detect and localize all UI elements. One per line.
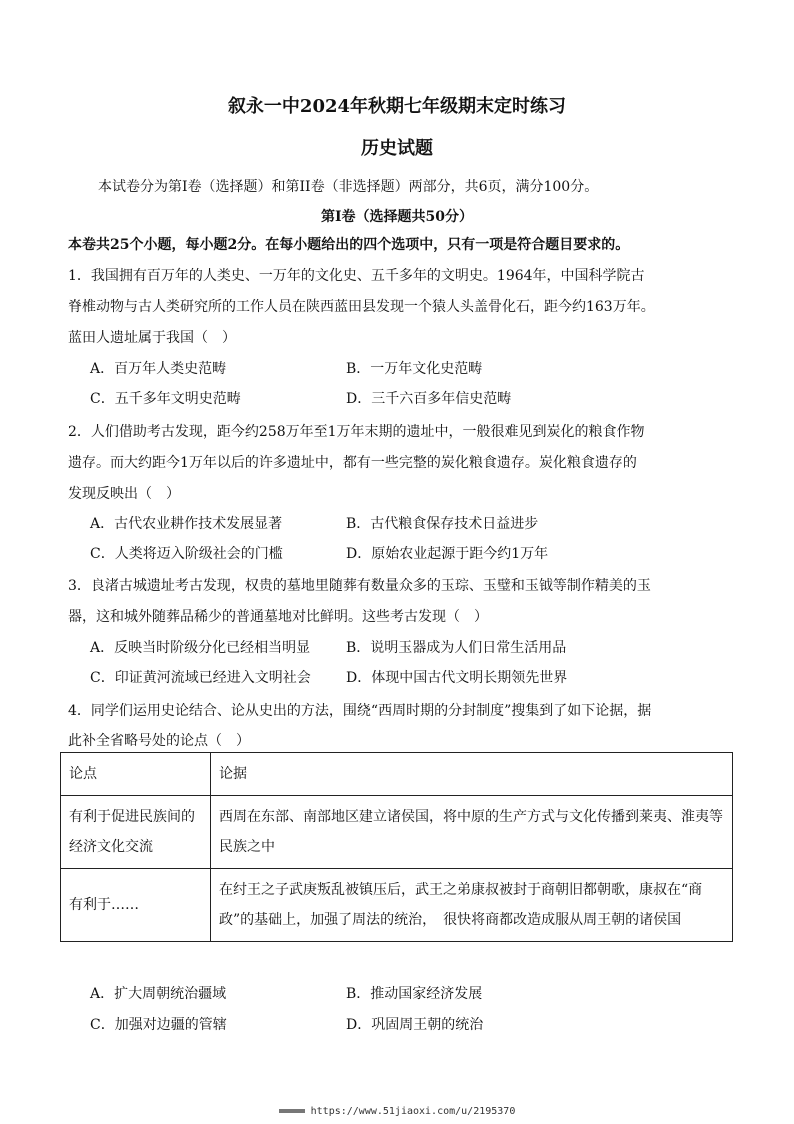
section-instructions: 本卷共25个小题，每小题2分。在每小题给出的四个选项中，只有一项是符合题目要求的。 — [68, 237, 630, 253]
q4-line: 4．同学们运用史论结合、论从史出的方法，围绕“西周时期的分封制度”搜集到了如下论据，据 — [68, 703, 652, 719]
q2-line: 2．人们借助考古发现，距今约258万年至1万年末期的遗址中，一般很难见到炭化的粮食作物 — [68, 424, 645, 440]
q4-option-c: C．加强对边疆的管辖 — [90, 1017, 227, 1033]
q2-line: 发现反映出（ ） — [68, 486, 180, 502]
q3-option-d: D．体现中国古代文明长期领先世界 — [346, 670, 568, 686]
q3-option-c: C．印证黄河流域已经进入文明社会 — [90, 670, 311, 686]
q1-option-a: A．百万年人类史范畴 — [90, 361, 227, 377]
q1-line: 蓝田人遗址属于我国（ ） — [68, 330, 236, 346]
q1-option-d: D．三千六百多年信史范畴 — [346, 391, 512, 407]
q1-line: 脊椎动物与古人类研究所的工作人员在陕西蓝田县发现一个猿人头盖骨化石，距今约163万年。 — [68, 299, 655, 315]
q4-line: 此补全省略号处的论点（ ） — [68, 733, 250, 749]
q1-line: 1．我国拥有百万年的人类史、一万年的文化史、五千多年的文明史。1964年，中国科学院古 — [68, 268, 645, 284]
table-cell: 在纣王之子武庚叛乱被镇压后，武王之弟康叔被封于商朝旧都朝歌，康叔在“商政”的基础上，加强了周法的统治， 很快将商都改造成服从周王朝的诸侯国 — [211, 869, 733, 942]
q3-option-a: A．反映当时阶级分化已经相当明显 — [90, 640, 311, 656]
q2-option-a: A．古代农业耕作技术发展显著 — [90, 516, 283, 532]
exam-intro: 本试卷分为第I卷（选择题）和第II卷（非选择题）两部分，共6页，满分100分。 — [98, 179, 599, 195]
q1-option-c: C．五千多年文明史范畴 — [90, 391, 241, 407]
q2-line: 遗存。而大约距今1万年以后的许多遗址中，都有一些完整的炭化粮食遗存。炭化粮食遗存的 — [68, 455, 637, 471]
q3-line: 器，这和城外随葬品稀少的普通墓地对比鲜明。这些考古发现（ ） — [68, 609, 488, 625]
q4-option-d: D．巩固周王朝的统治 — [346, 1017, 484, 1033]
q2-option-b: B．古代粮食保存技术日益进步 — [346, 516, 539, 532]
q3-line: 3．良渚古城遗址考古发现，权贵的墓地里随葬有数量众多的玉琮、玉璧和玉钺等制作精美的玉 — [68, 578, 651, 594]
watermark-stamp — [279, 1109, 305, 1113]
q2-option-c: C．人类将迈入阶级社会的门槛 — [90, 546, 283, 562]
table-row — [61, 796, 733, 869]
table-cell: 有利于促进民族间的经济文化交流 — [61, 796, 211, 869]
table-header-row — [61, 753, 733, 796]
q3-option-b: B．说明玉器成为人们日常生活用品 — [346, 640, 567, 656]
q4-option-a: A．扩大周朝统治疆域 — [90, 986, 227, 1002]
exam-subject: 历史试题 — [361, 138, 433, 159]
table-row — [61, 869, 733, 942]
section-heading: 第I卷（选择题共50分） — [320, 209, 474, 225]
table-cell: 有利于…… — [61, 869, 211, 942]
table-header-cell: 论据 — [211, 753, 733, 796]
q4-option-b: B．推动国家经济发展 — [346, 986, 483, 1002]
argument-table — [60, 752, 733, 942]
q2-option-d: D．原始农业起源于距今约1万年 — [346, 546, 549, 562]
table-header-cell: 论点 — [61, 753, 211, 796]
table-cell: 西周在东部、南部地区建立诸侯国，将中原的生产方式与文化传播到莱夷、淮夷等民族之中 — [211, 796, 733, 869]
page-footer — [0, 1106, 794, 1117]
exam-title: 叙永一中2024年秋期七年级期末定时练习 — [227, 96, 567, 117]
footer-url[interactable]: https://www.51jiaoxi.com/u/2195370 — [310, 1106, 516, 1117]
q1-option-b: B．一万年文化史范畴 — [346, 361, 483, 377]
